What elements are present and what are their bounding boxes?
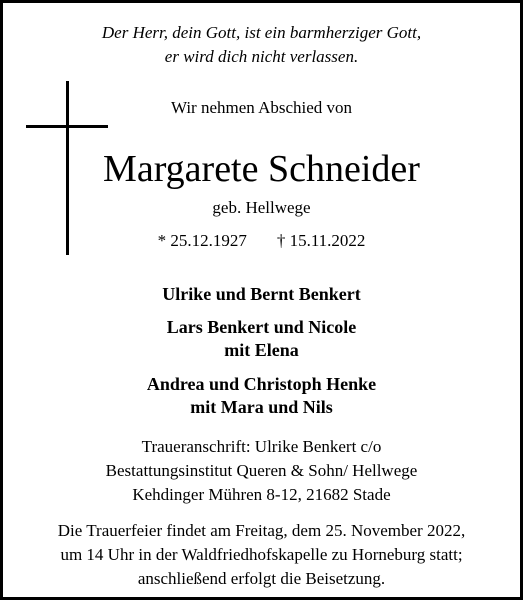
mourning-address [3, 435, 520, 507]
bible-verse [3, 21, 520, 69]
mourner-group [3, 316, 520, 362]
mourner-line: mit Elena [224, 340, 299, 360]
mourner-group [3, 373, 520, 419]
notice-line: um 14 Uhr in der Waldfriedhofskapelle zu Horneburg statt; [60, 545, 463, 564]
notice-line: Die Trauerfeier findet am Freitag, dem 25. November 2022, [57, 521, 466, 540]
deceased-name: Margarete Schneider [103, 148, 420, 190]
funeral-notice [3, 519, 520, 591]
death-date: † 15.11.2022 [276, 231, 366, 250]
cross-horizontal-bar [26, 125, 108, 128]
bible-verse-line: er wird dich nicht verlassen. [164, 47, 359, 66]
address-line: Kehdinger Mühren 8-12, 21682 Stade [132, 485, 391, 504]
mourner-line: mit Mara und Nils [190, 397, 333, 417]
bible-verse-line: Der Herr, dein Gott, ist ein barmherziger Gott, [101, 23, 422, 42]
life-dates [3, 230, 520, 252]
address-line: Traueranschrift: Ulrike Benkert c/o [141, 437, 382, 456]
mourner-line: Andrea und Christoph Henke [146, 374, 377, 394]
mourner-line: Lars Benkert und Nicole [166, 317, 357, 337]
notice-line: anschließend erfolgt die Beisetzung. [137, 569, 386, 588]
farewell-intro: Wir nehmen Abschied von [170, 98, 353, 117]
address-line: Bestattungsinstitut Queren & Sohn/ Hellwege [105, 461, 418, 480]
birth-date: * 25.12.1927 [157, 231, 247, 250]
mourner-group [3, 283, 520, 306]
maiden-name: geb. Hellwege [212, 198, 311, 217]
mourner-line: Ulrike und Bernt Benkert [162, 284, 361, 304]
